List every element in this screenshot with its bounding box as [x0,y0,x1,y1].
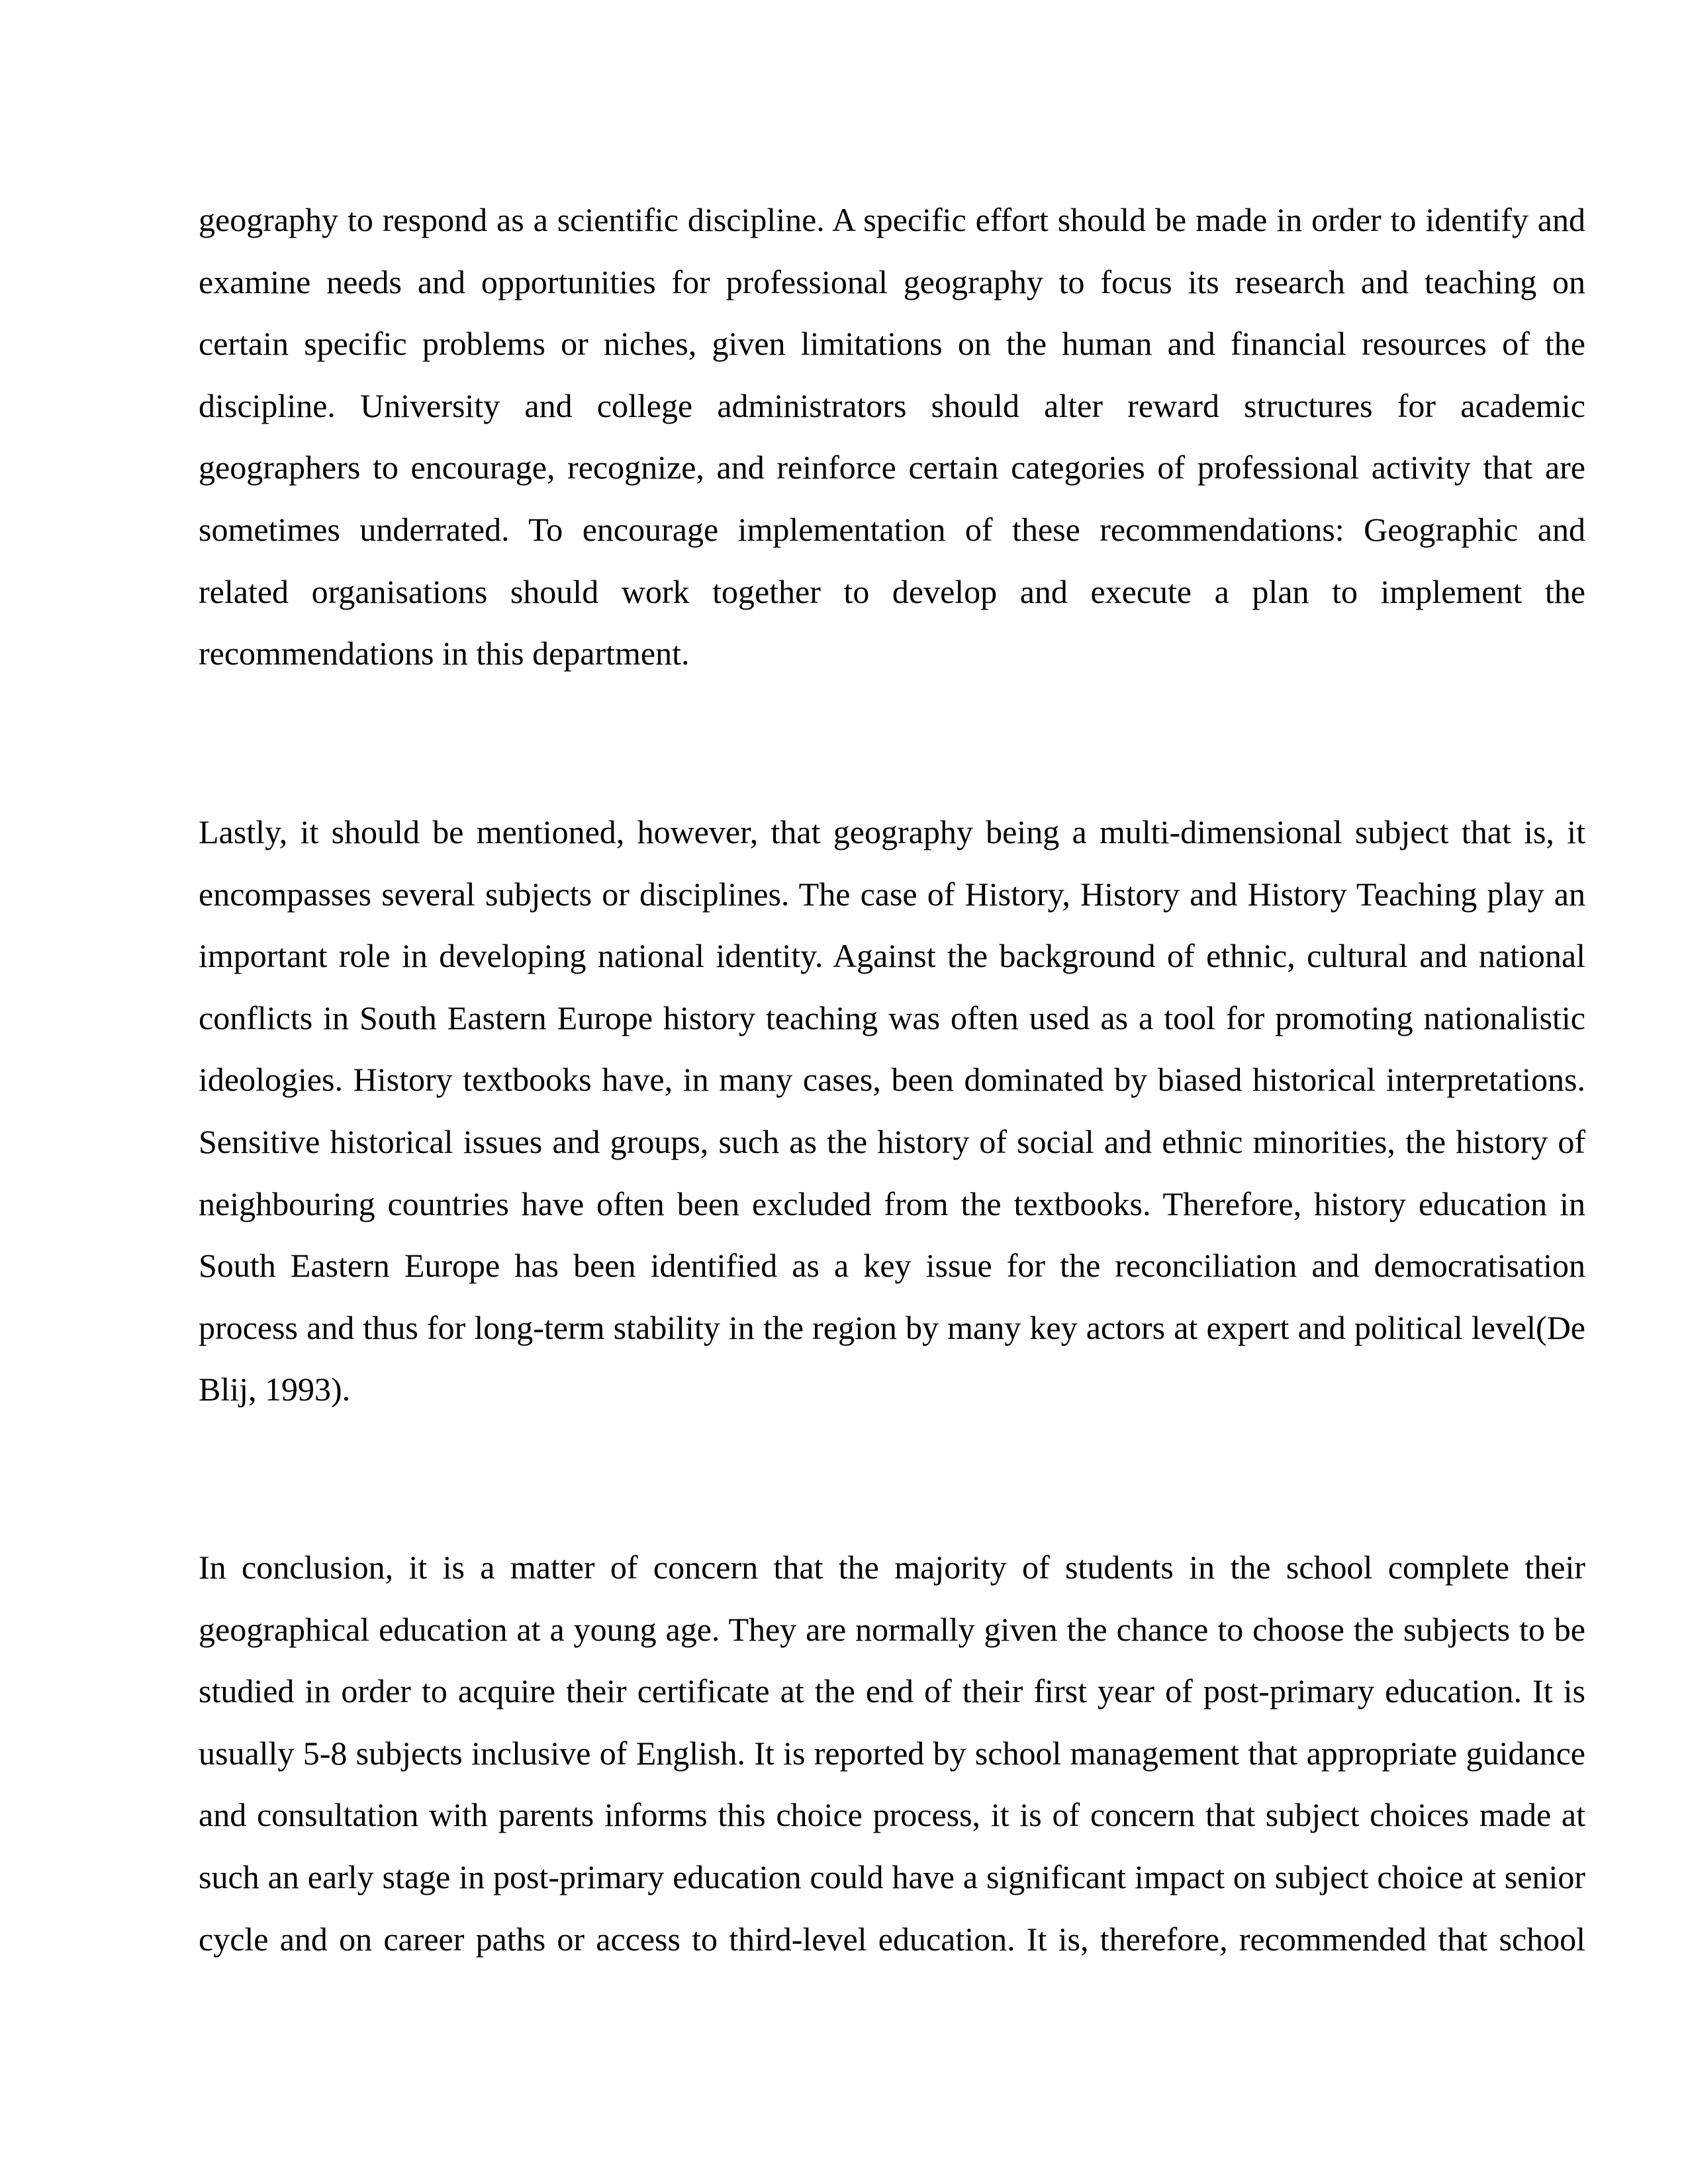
text-line: studied in order to acquire their certificate at the end of their first year of post-primary education. It is [199,1672,1585,1710]
text-line: encompasses several subjects or disciplines. The case of History, History and History Teaching play an [199,875,1585,913]
text-line: geographers to encourage, recognize, and reinforce certain categories of professional activity that are [199,449,1585,486]
text-line: process and thus for long-term stability in the region by many key actors at expert and political level(De [199,1308,1585,1346]
text-line: geography to respond as a scientific discipline. A specific effort should be made in order to identify and [199,201,1585,238]
paragraph-lastly [199,801,1585,1421]
text-line: ideologies. History textbooks have, in many cases, been dominated by biased historical interpretations. [199,1061,1585,1099]
paragraph-recommendations [199,189,1585,685]
text-line: and consultation with parents informs this choice process, it is of concern that subject choices made at [199,1796,1585,1834]
text-line: In conclusion, it is a matter of concern that the majority of students in the school complete their [199,1549,1585,1586]
text-line: recommendations in this department. [199,635,690,672]
text-line: certain specific problems or niches, given limitations on the human and financial resources of the [199,325,1585,363]
text-line: usually 5-8 subjects inclusive of English. It is reported by school management that appropriate guidance [199,1734,1585,1772]
text-line: related organisations should work together to develop and execute a plan to implement the [199,572,1585,610]
text-line: Sensitive historical issues and groups, such as the history of social and ethnic minorities, the history of [199,1122,1585,1160]
text-line: cycle and on career paths or access to third-level education. It is, therefore, recommended that school [199,1920,1585,1958]
text-line: conflicts in South Eastern Europe history teaching was often used as a tool for promoting nationalistic [199,999,1585,1036]
text-line: Blij, 1993). [199,1371,351,1408]
text-line: neighbouring countries have often been excluded from the textbooks. Therefore, history education in [199,1185,1585,1222]
text-line: discipline. University and college administrators should alter reward structures for academic [199,387,1585,424]
text-line: sometimes underrated. To encourage implementation of these recommendations: Geographic and [199,510,1585,548]
text-line: geographical education at a young age. They are normally given the chance to choose the subjects to be [199,1610,1585,1648]
text-line: Lastly, it should be mentioned, however, that geography being a multi-dimensional subject that is, it [199,813,1585,850]
paragraph-conclusion [199,1537,1585,1970]
text-line: South Eastern Europe has been identified as a key issue for the reconciliation and democratisation [199,1247,1585,1285]
text-line: such an early stage in post-primary education could have a significant impact on subject choice at senior [199,1858,1585,1895]
text-line: important role in developing national identity. Against the background of ethnic, cultural and national [199,937,1585,975]
text-line: examine needs and opportunities for professional geography to focus its research and teaching on [199,263,1585,300]
